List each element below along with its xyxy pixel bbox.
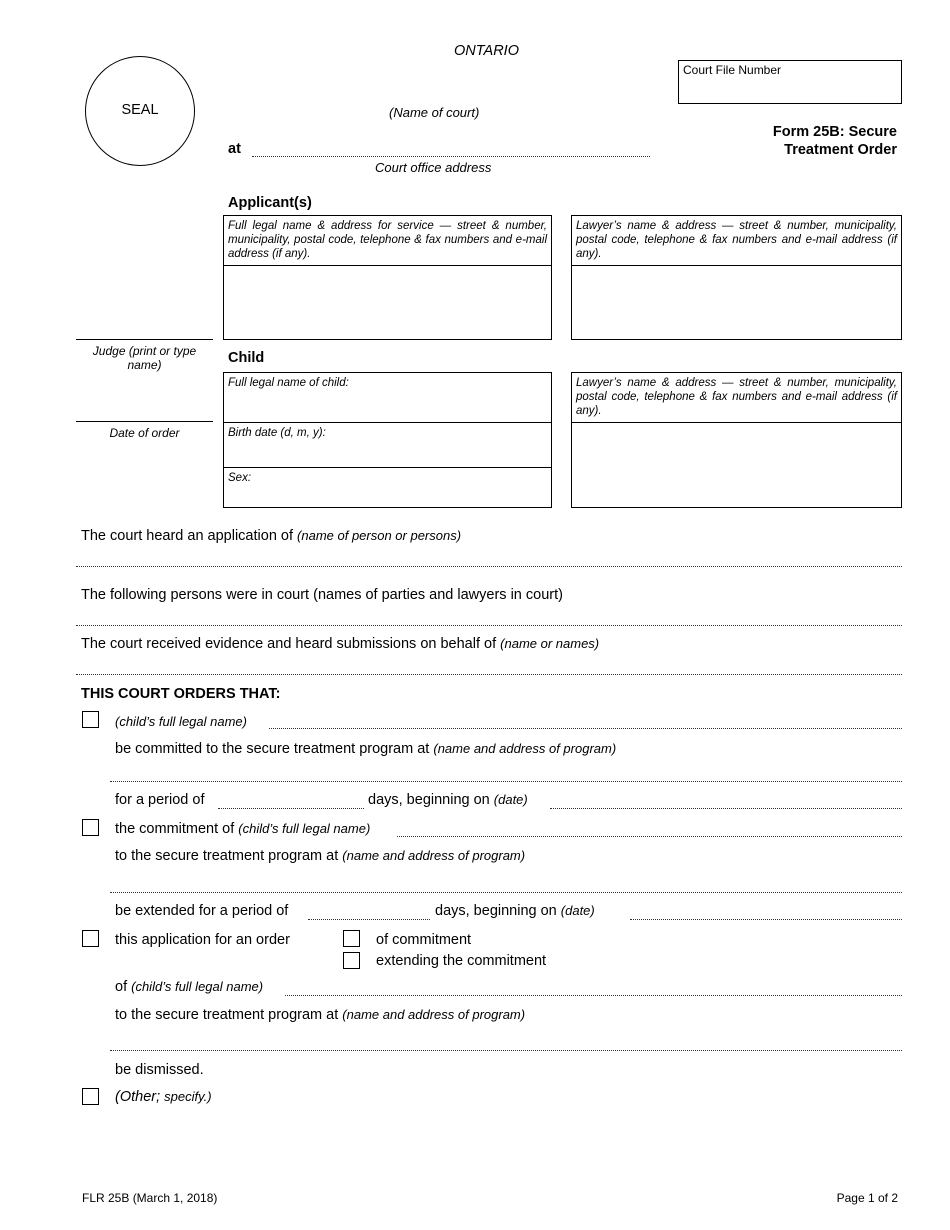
judge-caption: Judge (print or type name) [92,344,197,372]
order1-checkbox[interactable] [82,711,99,728]
court-address-field[interactable] [252,156,650,157]
order1-program-caption: (name and address of program) [433,741,617,756]
court-name-caption: (Name of court) [389,105,480,120]
order1-committed [115,741,616,757]
evidence-heard [81,636,599,652]
evidence-text: The court received evidence and heard submissions on behalf of [81,636,497,652]
order2-name-caption: (child’s full legal name) [238,821,371,836]
judge-line[interactable] [76,339,213,340]
child-sex-caption: Sex: [228,472,252,484]
child-name-caption: Full legal name of child: [224,373,551,423]
order3-checkbox[interactable] [82,930,99,947]
order3-commitment-checkbox[interactable] [343,930,360,947]
applicants-heading: Applicant(s) [228,195,312,211]
province-title: ONTARIO [454,43,519,59]
child-heading: Child [228,350,265,366]
child-info-box[interactable] [223,372,552,508]
order1-date-field[interactable] [550,808,902,809]
order1-days-text: days, beginning on [368,792,490,808]
order2-extend-text: be extended for a period of [115,903,289,919]
order2-days-field[interactable] [308,919,430,920]
child-lawyer-caption: Lawyer’s name & address — street & number, municipality, postal code, telephone & fax numbers and e-mail address (if any). [572,373,901,423]
order2-days [435,903,595,919]
order1-date-caption: (date) [493,792,528,807]
order2-name-field[interactable] [397,836,902,837]
order1-committed-text: be committed to the secure treatment program at [115,741,430,757]
court-office-caption: Court office address [375,160,492,175]
footer-form-id: FLR 25B (March 1, 2018) [82,1191,218,1205]
form-title-line2: Treatment Order [784,142,897,158]
order1-name-caption: (child’s full legal name) [115,714,247,729]
order2-program-caption: (name and address of program) [342,848,526,863]
order1-program-field[interactable] [110,781,902,782]
order1-days [368,792,528,808]
applicant-lawyer-box[interactable] [571,215,902,340]
order3-program-field[interactable] [110,1050,902,1051]
heard-application [81,528,461,544]
order4-other [115,1089,212,1105]
order2-days-text: days, beginning on [435,903,557,919]
persons-field[interactable] [76,625,902,626]
evidence-caption: (name or names) [500,636,600,651]
persons-in-court: The following persons were in court (names of parties and lawyers in court) [81,587,563,603]
child-lawyer-box[interactable] [571,372,902,508]
child-birth-caption: Birth date (d, m, y): [224,423,551,468]
order3-text: this application for an order [115,932,290,948]
order2-program [115,848,525,864]
form-title-line1: Form 25B: Secure [772,124,897,140]
order2-date-caption: (date) [560,903,595,918]
order4-specify-text: specify.) [164,1089,212,1104]
heard-text: The court heard an application of [81,528,293,544]
order3-opt1: of commitment [376,932,472,948]
order3-program-text: to the secure treatment program at [115,1007,339,1023]
order3-program [115,1007,525,1023]
seal-circle [85,56,195,166]
order4-other-text: (Other; [115,1089,161,1105]
court-file-number-box[interactable] [678,60,902,104]
at-label: at [228,141,241,157]
order3-name-caption: (child’s full legal name) [131,979,264,994]
order3-of-text: of [115,979,128,995]
date-of-order-caption: Date of order [109,426,180,440]
order2-program-text: to the secure treatment program at [115,848,339,864]
applicant-party-box[interactable] [223,215,552,340]
order1-name-field[interactable] [269,728,902,729]
order3-name-field[interactable] [285,995,902,996]
order3-extending-checkbox[interactable] [343,952,360,969]
order3-of [115,979,263,995]
orders-heading: THIS COURT ORDERS THAT: [81,686,281,702]
order1-period-text: for a period of [115,792,205,808]
order2-program-field[interactable] [110,892,902,893]
order3-opt2: extending the commitment [376,953,547,969]
order4-checkbox[interactable] [82,1088,99,1105]
heard-caption: (name of person or persons) [297,528,462,543]
order1-days-field[interactable] [218,808,364,809]
footer-page: Page 1 of 2 [836,1191,898,1205]
seal-label: SEAL [121,102,159,118]
order3-program-caption: (name and address of program) [342,1007,526,1022]
evidence-field[interactable] [76,674,902,675]
order2-checkbox[interactable] [82,819,99,836]
order2-text: the commitment of [115,821,235,837]
court-file-number-label: Court File Number [683,63,782,77]
order2-commitment [115,821,370,837]
applicant-party-caption: Full legal name & address for service — street & number, municipality, postal code, telephone & fax numbers and e-mail address (if any). [224,216,551,266]
heard-field[interactable] [76,566,902,567]
applicant-lawyer-caption: Lawyer’s name & address — street & number, municipality, postal code, telephone & fax numbers and e-mail address (if any). [572,216,901,266]
order3-dismissed: be dismissed. [115,1062,204,1078]
order2-date-field[interactable] [630,919,902,920]
form-title [773,123,897,159]
date-of-order-line[interactable] [76,421,213,422]
